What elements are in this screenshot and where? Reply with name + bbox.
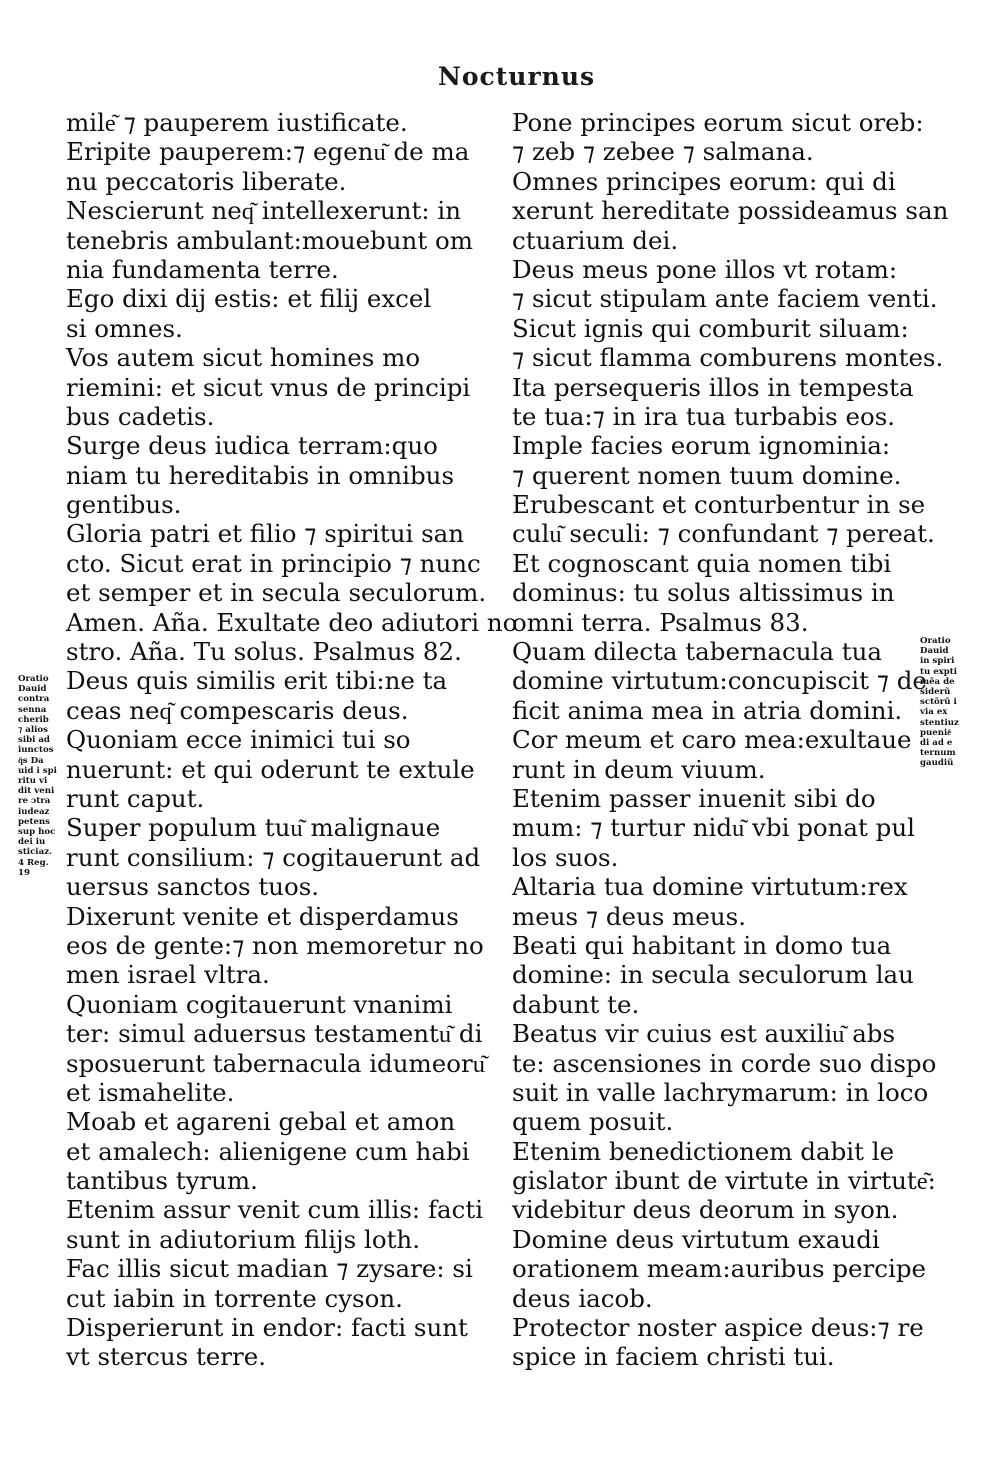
text-line: men israel vltra. [66,960,270,990]
text-line: tantibus tyrum. [66,1166,258,1196]
margin-note-line: senna [18,704,47,715]
text-line: quem posuit. [512,1107,674,1137]
text-line: mum: ⁊ turtur nidu͂ vbi ponat pul [512,813,915,843]
margin-note-line: ternum [920,748,956,759]
text-line: ⁊ querent nomen tuum domine. [512,460,902,490]
margin-note-line: dei iu [18,837,46,848]
text-line: Amen. Aña. Exultate deo adiutori no [66,607,518,637]
text-line: ⁊ zeb ⁊ zebee ⁊ salmana. [512,137,814,167]
text-line: Deus meus pone illos vt rotam: [512,254,898,284]
text-line: videbitur deus deorum in syon. [512,1195,899,1225]
text-line: ficit anima mea in atria domini. [512,695,903,725]
margin-note-line: dit veni [18,786,55,797]
text-line: dabunt te. [512,989,640,1019]
text-line: Etenim passer inuenit sibi do [512,783,876,813]
text-line: cto. Sicut erat in principio ⁊ nunc [66,548,481,578]
text-line: meus ⁊ deus meus. [512,901,747,931]
text-line: Pone principes eorum sicut oreb: [512,108,924,137]
text-line: sunt in adiutorium filijs loth. [66,1224,420,1254]
text-line: orationem meam:auribus percipe [512,1254,927,1284]
text-line: Quoniam cogitauerunt vnanimi [66,989,453,1019]
text-line: ctuarium dei. [512,225,679,255]
margin-note-line: stentiuz [920,717,959,728]
text-line: Gloria patri et filio ⁊ spiritui san [66,519,465,549]
text-line: Sicut ignis qui comburit siluam: [512,313,909,343]
text-line: gislator ibunt de virtute in virtute͂: [512,1166,936,1196]
text-line: runt in deum viuum. [512,754,766,784]
text-line: cut iabin in torrente cyson. [66,1283,403,1313]
text-line: runt caput. [66,783,205,813]
text-line: ceas neq͂ compescaris deus. [66,695,409,725]
text-line: Cor meum et caro mea:exultaue [512,725,912,755]
text-line: Disperierunt in endor: facti sunt [66,1313,468,1343]
text-line: vt stercus terre. [66,1342,267,1372]
text-line: Super populum tuu͂ malignaue [66,813,441,843]
text-line: Dixerunt venite et disperdamus [66,901,459,931]
margin-note-line: uid i spi [18,765,57,776]
margin-note-line: Dauid [920,646,949,657]
text-line: Vos autem sicut homines mo [66,343,421,373]
text-line: ter: simul aduersus testamentu͂ di [66,1019,483,1049]
text-line: nuerunt: et qui oderunt te extule [66,754,475,784]
margin-note-left [18,674,64,878]
margin-note-line: sticiaz. [18,847,53,858]
text-line: Quam dilecta tabernacula tua [512,637,883,667]
margin-note-line: Oratio [920,636,951,646]
margin-note-line: iunctos [18,745,54,756]
margin-note-line: via ex [920,707,948,718]
text-line: Fac illis sicut madian ⁊ zysare: si [66,1254,473,1284]
margin-note-line: 4 Reg. [18,857,49,868]
margin-note-line: ⁊ alios [18,725,48,736]
margin-note-line: q͂s Da [18,755,44,766]
text-line: Eripite pauperem:⁊ egenu͂ de ma [66,137,470,167]
margin-note-line: di ad e [920,738,953,749]
margin-note-line: gaudiũ [920,758,954,769]
margin-note-line: sibi ad [18,735,50,746]
margin-note-line: 19 [18,867,30,878]
text-line: Et cognoscant quia nomen tibi [512,548,892,578]
running-head: Nocturnus [438,62,596,91]
margin-note-line: tu expti [920,666,958,677]
text-line: Altaria tua domine virtutum:rex [512,872,908,902]
text-line: Omnes principes eorum: qui di [512,166,896,196]
margin-note-line: mẽa de [920,676,955,687]
margin-note-line: contra [18,694,50,705]
margin-note-line: siderũ [920,687,951,698]
text-line: domine: in secula seculorum lau [512,960,914,990]
text-line: uersus sanctos tuos. [66,872,320,902]
text-line: xerunt hereditate possideamus san [512,196,949,226]
text-line: te tua:⁊ in ira tua turbabis eos. [512,401,896,431]
text-line: Deus quis similis erit tibi:ne ta [66,666,448,696]
text-line: Erubescant et conturbentur in se [512,490,926,520]
text-line: Quoniam ecce inimici tui so [66,725,411,755]
text-line: ⁊ sicut stipulam ante faciem venti. [512,284,938,314]
text-line: stro. Aña. Tu solus. Psalmus 82. [66,637,462,667]
text-line: dominus: tu solus altissimus in [512,578,895,608]
text-column-left [66,108,518,1372]
text-line: Nescierunt neq͂ intellexerunt: in [66,196,462,226]
text-line: Etenim benedictionem dabit le [512,1136,895,1166]
text-line: Surge deus iudica terram:quo [66,431,438,461]
text-line: si omnes. [66,313,183,343]
text-line: Imple facies eorum ignominia: [512,431,891,461]
margin-note-line: puenie͂ [920,727,952,738]
margin-note-line: cherib [18,714,49,725]
text-line: riemini: et sicut vnus de principi [66,372,471,402]
text-line: domine virtutum:concupiscit ⁊ de [512,666,927,696]
text-line: Etenim assur venit cum illis: facti [66,1195,484,1225]
text-line: niam tu hereditabis in omnibus [66,460,455,490]
margin-note-line: sctõrũ i [920,697,957,708]
margin-note-line: petens [18,816,50,827]
text-line: runt consilium: ⁊ cogitauerunt ad [66,842,481,872]
text-line: Protector noster aspice deus:⁊ re [512,1313,924,1343]
text-line: mile͂ ⁊ pauperem iustificate. [66,108,408,137]
margin-note-line: sup hoc [18,827,56,838]
text-line: ⁊ sicut flamma comburens montes. [512,343,944,373]
text-line: nia fundamenta terre. [66,254,339,284]
margin-note-line: ritu vi [18,776,48,787]
text-line: tenebris ambulant:mouebunt om [66,225,473,255]
text-line: et ismahelite. [66,1077,235,1107]
margin-note-line: Oratio [18,674,49,684]
text-line: Beati qui habitant in domo tua [512,930,892,960]
text-line: Moab et agareni gebal et amon [66,1107,456,1137]
text-line: suit in valle lachrymarum: in loco [512,1077,929,1107]
text-line: eos de gente:⁊ non memoretur no [66,930,484,960]
margin-note-line: in spiri [920,656,955,667]
text-line: sposuerunt tabernacula idumeoru͂ [66,1048,485,1078]
text-line: culu͂ seculi: ⁊ confundant ⁊ pereat. [512,519,935,549]
text-line: nu peccatoris liberate. [66,166,347,196]
margin-note-line: Dauid [18,684,47,695]
text-line: et amalech: alienigene cum habi [66,1136,470,1166]
text-line: Ego dixi dij estis: et filij excel [66,284,432,314]
text-line: bus cadetis. [66,401,215,431]
text-line: et semper et in secula seculorum. [66,578,487,608]
text-line: omni terra. Psalmus 83. [512,607,809,637]
margin-note-line: re ɔtra [18,796,51,807]
text-line: Beatus vir cuius est auxiliu͂ abs [512,1019,896,1049]
text-line: los suos. [512,842,619,872]
margin-note-line: iudeaz [18,806,50,817]
text-line: gentibus. [66,490,182,520]
text-line: spice in faciem christi tui. [512,1342,835,1372]
text-line: te: ascensiones in corde suo dispo [512,1048,937,1078]
text-line: Ita persequeris illos in tempesta [512,372,914,402]
text-line: deus iacob. [512,1283,653,1313]
text-line: Domine deus virtutum exaudi [512,1224,880,1254]
margin-note-right [920,636,980,769]
